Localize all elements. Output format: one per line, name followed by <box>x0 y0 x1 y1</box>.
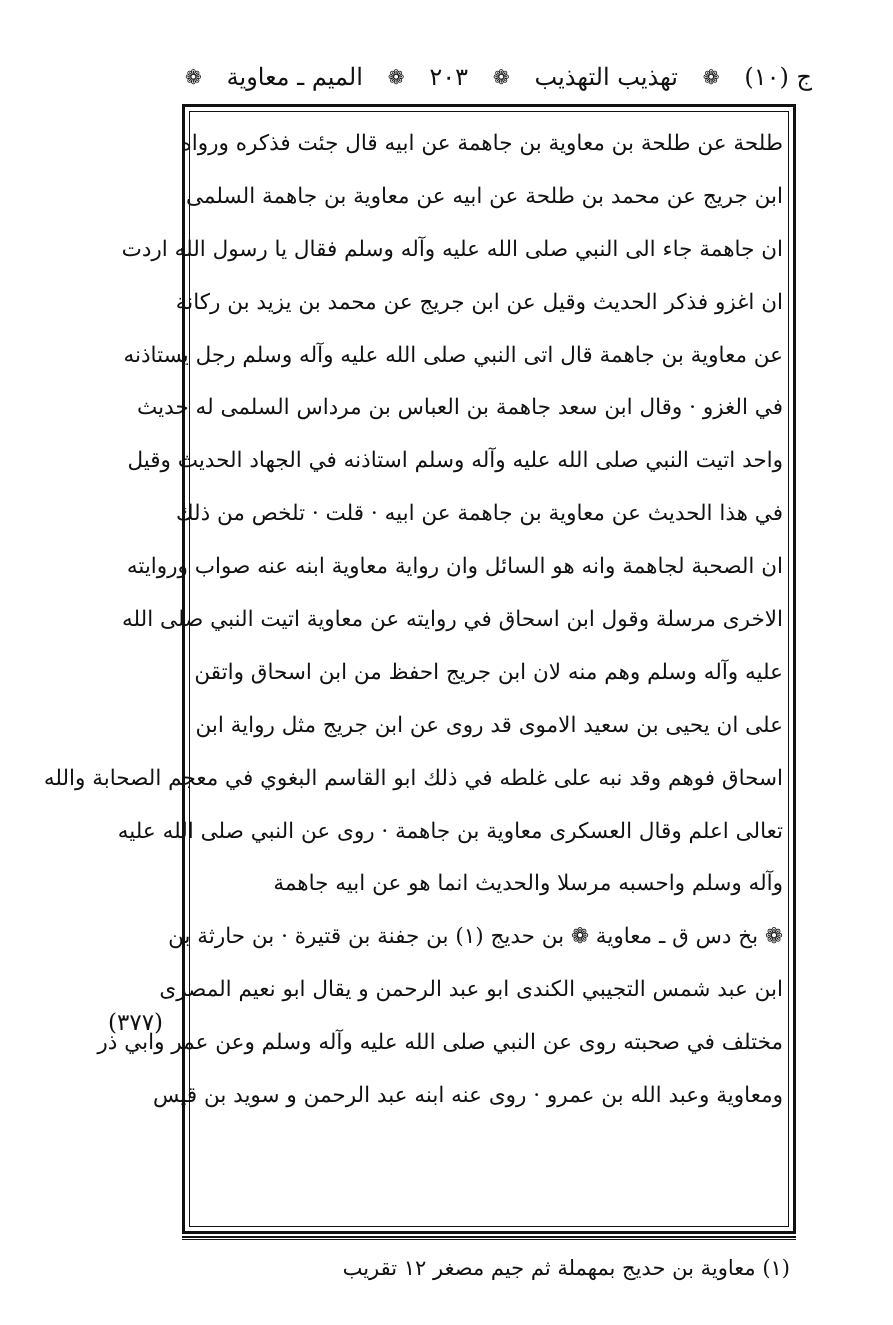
text-line: اسحاق فوهم وقد نبه على غلطه في ذلك ابو القاسم البغوي في معجم الصحابة والله <box>43 765 783 791</box>
ornament-icon: ❁ <box>185 65 202 89</box>
text-line: عن معاوية بن جاهمة قال اتى النبي صلى الله عليه وآله وسلم رجل يستاذنه <box>123 342 783 368</box>
footnote: (١) معاوية بن حديج بمهملة ثم جيم مصغر ١٢ تقريب <box>342 1256 790 1280</box>
ornament-icon: ❁ <box>702 65 720 89</box>
ornament-icon: ❁ <box>492 65 510 89</box>
text-line-last-of-entry: وآله وسلم واحسبه مرسلا والحديث انما هو عن ابيه جاهمة <box>273 871 783 897</box>
text-line: الاخرى مرسلة وقول ابن اسحاق في روايته عن معاوية اتيت النبي صلى الله <box>122 607 783 633</box>
page-number: ٢٠٣ <box>429 63 469 91</box>
entry-number: (٣٧٧) <box>108 1010 164 1036</box>
ornament-icon: ❁ <box>387 65 405 89</box>
text-line: تعالى اعلم وقال العسكرى معاوية بن جاهمة · روى عن النبي صلى الله عليه <box>117 818 783 844</box>
entry-heading-line: ❁ بخ دس ق ـ معاوية ❁ بن حديج (١) بن جفنة بن قتيرة · بن حارثة بن <box>168 924 783 950</box>
text-line: مختلف في صحبته روى عن النبي صلى الله عليه وآله وسلم وعن عمر وابي ذر <box>97 1030 783 1056</box>
text-line: ان اغزو فذكر الحديث وقيل عن ابن جريج عن محمد بن يزيد بن ركانة <box>175 289 783 315</box>
text-line: ان جاهمة جاء الى النبي صلى الله عليه وآله وسلم فقال يا رسول الله اردت <box>121 236 783 262</box>
text-line: في هذا الحديث عن معاوية بن جاهمة عن ابيه · قلت · تلخص من ذلك <box>175 501 783 527</box>
text-line: عليه وآله وسلم وهم منه لان ابن جريج احفظ من ابن اسحاق واتقن <box>194 659 783 685</box>
book-title: تهذيب التهذيب <box>534 63 678 91</box>
volume-number: ج (١٠) <box>744 63 812 91</box>
text-line: واحد اتيت النبي صلى الله عليه وآله وسلم استاذنه في الجهاد الحديث وقيل <box>127 448 783 474</box>
section-title: الميم ـ معاوية <box>226 63 363 91</box>
text-line: ابن جريج عن محمد بن طلحة عن ابيه عن معاوية بن جاهمة السلمى <box>186 183 783 209</box>
text-line: ومعاوية وعبد الله بن عمرو · روى عنه ابنه عبد الرحمن و سويد بن قيس <box>152 1083 783 1109</box>
text-line: على ان يحيى بن سعيد الاموى قد روى عن ابن جريج مثل رواية ابن <box>195 712 783 738</box>
frame-bottom-rule <box>182 1236 796 1240</box>
text-line: ابن عبد شمس التجيبي الكندى ابو عبد الرحمن و يقال ابو نعيم المصرى <box>159 977 783 1003</box>
page-header <box>182 52 812 102</box>
text-line: ان الصحبة لجاهمة وانه هو السائل وان رواية معاوية ابنه عنه صواب وروايته <box>126 554 783 580</box>
text-line: طلحة عن طلحة بن معاوية بن جاهمة عن ابيه قال جئت فذكره ورواه <box>180 131 783 156</box>
text-line: في الغزو · وقال ابن سعد جاهمة بن العباس بن مرداس السلمى له حديث <box>137 395 783 421</box>
